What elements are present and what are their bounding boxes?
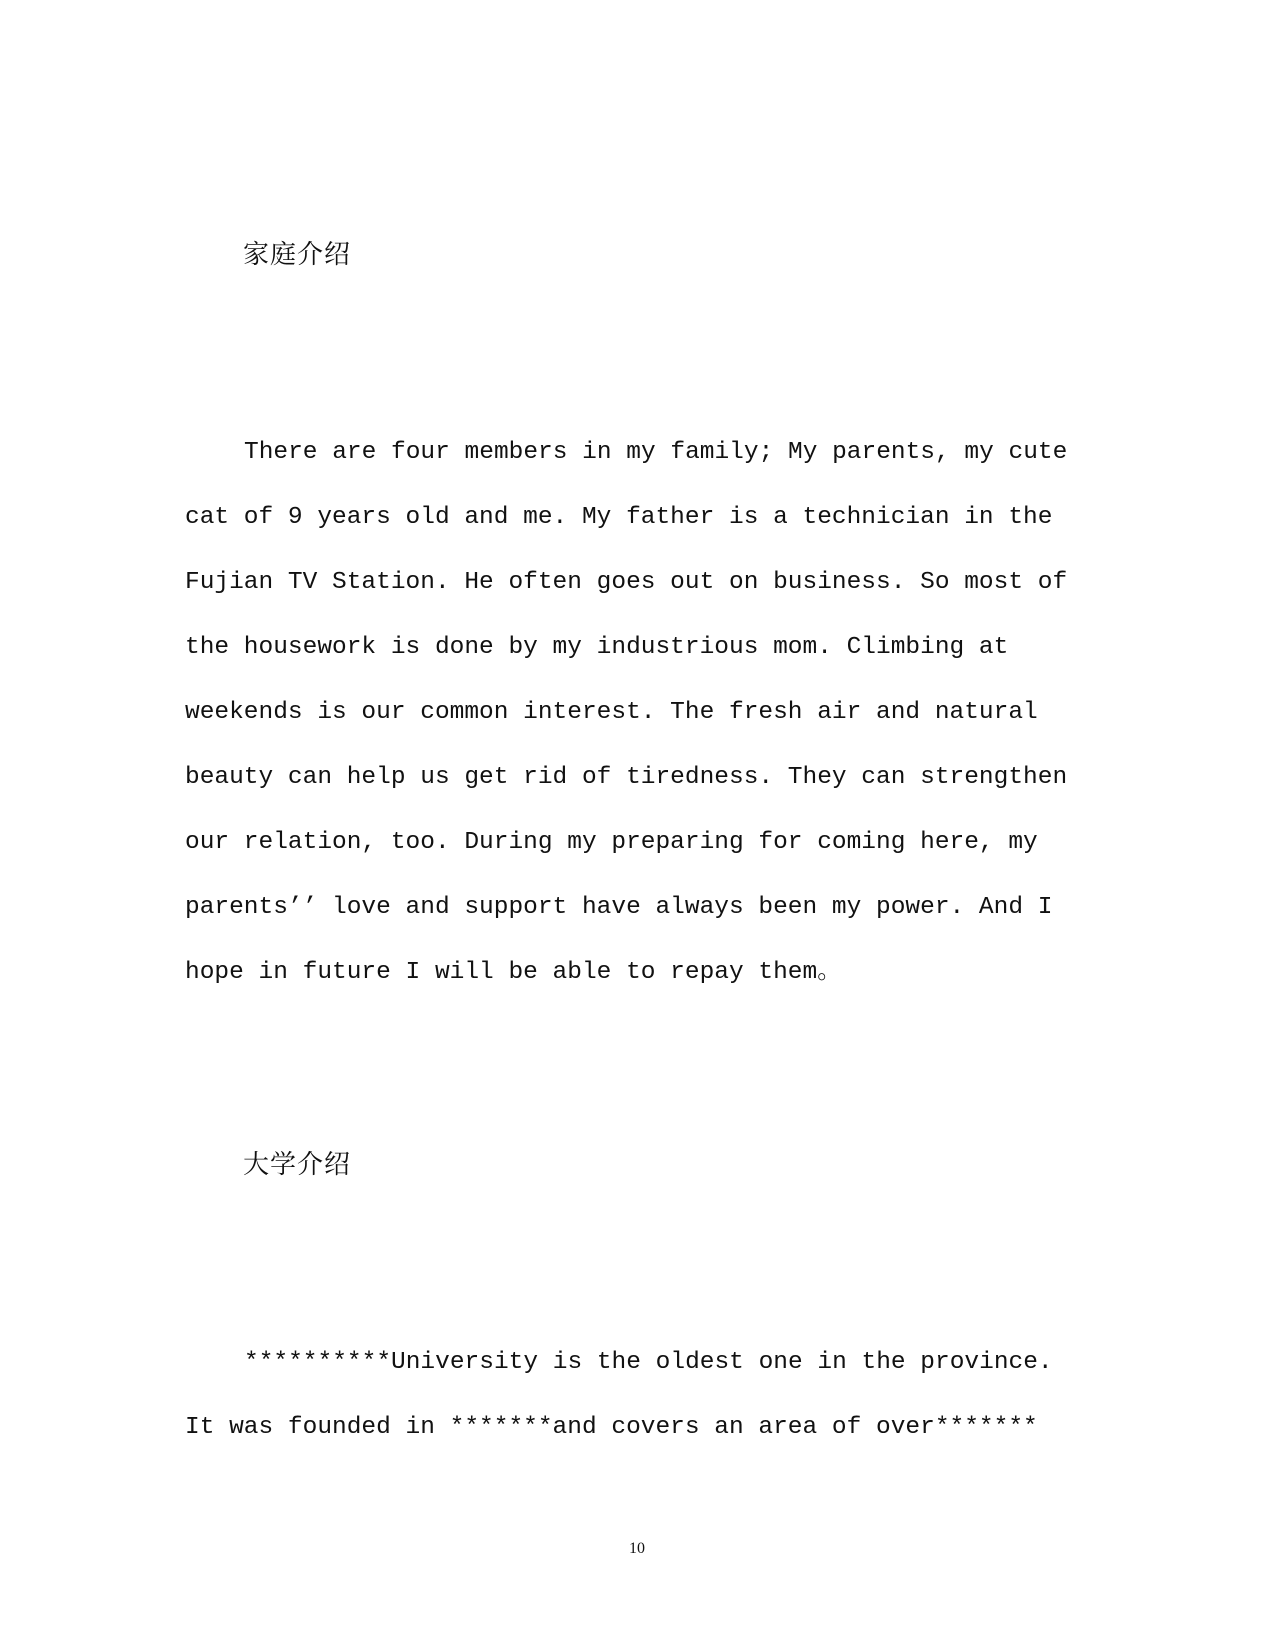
paragraph-line: cat of 9 years old and me. My father is a technician in the	[185, 504, 1053, 531]
paragraph-line: parents’’ love and support have always been my power. And I	[185, 894, 1053, 921]
page-number: 10	[629, 1540, 645, 1557]
family-paragraph	[185, 420, 1067, 1005]
paragraph-line: hope in future I will be able to repay them。	[185, 959, 842, 986]
section-heading-family: 家庭介绍	[243, 240, 352, 270]
paragraph-line: weekends is our common interest. The fresh air and natural	[185, 699, 1038, 726]
paragraph-line: beauty can help us get rid of tiredness. They can strengthen	[185, 764, 1068, 791]
paragraph-line: **********University is the oldest one in the province.	[244, 1349, 1053, 1376]
paragraph-line: our relation, too. During my preparing for coming here, my	[185, 829, 1038, 856]
paragraph-line: the housework is done by my industrious mom. Climbing at	[185, 634, 1009, 661]
section-heading-university: 大学介绍	[243, 1150, 352, 1180]
paragraph-line: Fujian TV Station. He often goes out on business. So most of	[185, 569, 1068, 596]
paragraph-line: It was founded in *******and covers an area of over*******	[185, 1414, 1038, 1441]
university-paragraph	[185, 1330, 1053, 1460]
paragraph-line: There are four members in my family; My parents, my cute	[244, 439, 1068, 466]
